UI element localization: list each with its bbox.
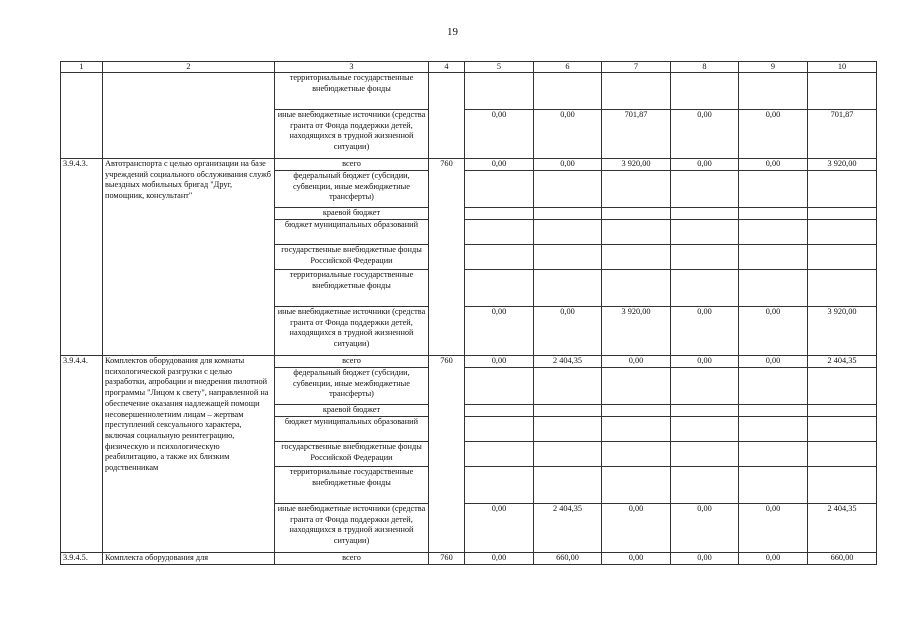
budget-code: 760 <box>429 356 465 553</box>
amount-cell: 2 404,35 <box>534 504 602 553</box>
column-number: 4 <box>429 62 465 73</box>
funding-source: бюджет муниципальных образований <box>275 417 429 442</box>
amount-cell <box>534 270 602 307</box>
funding-source: государственные внебюджетные фонды Российской Федерации <box>275 245 429 270</box>
funding-source: краевой бюджет <box>275 208 429 220</box>
amount-cell <box>465 245 534 270</box>
amount-cell <box>671 270 739 307</box>
amount-cell <box>534 417 602 442</box>
amount-cell <box>602 220 671 245</box>
funding-source: иные внебюджетные источники (средства гранта от Фонда поддержки детей, находящихся в трудной жизненной ситуации) <box>275 307 429 356</box>
funding-source: государственные внебюджетные фонды Российской Федерации <box>275 442 429 467</box>
amount-cell <box>602 245 671 270</box>
funding-source: федеральный бюджет (субсидии, субвенции, иные межбюджетные трансферты) <box>275 368 429 405</box>
amount-cell: 2 404,35 <box>534 356 602 368</box>
amount-cell <box>808 368 877 405</box>
amount-cell: 0,00 <box>671 356 739 368</box>
amount-cell <box>671 417 739 442</box>
column-number: 3 <box>275 62 429 73</box>
amount-cell <box>739 405 808 417</box>
funding-source: иные внебюджетные источники (средства гранта от Фонда поддержки детей, находящихся в трудной жизненной ситуации) <box>275 110 429 159</box>
amount-cell <box>465 405 534 417</box>
funding-source: всего <box>275 159 429 171</box>
amount-cell: 2 404,35 <box>808 356 877 368</box>
amount-cell <box>602 417 671 442</box>
amount-cell: 0,00 <box>602 553 671 565</box>
column-number: 8 <box>671 62 739 73</box>
amount-cell <box>465 417 534 442</box>
amount-cell: 0,00 <box>739 159 808 171</box>
amount-cell: 0,00 <box>671 110 739 159</box>
amount-cell <box>671 171 739 208</box>
amount-cell <box>739 442 808 467</box>
table-row <box>61 356 877 368</box>
amount-cell <box>534 171 602 208</box>
amount-cell: 0,00 <box>671 307 739 356</box>
funding-source: краевой бюджет <box>275 405 429 417</box>
budget-code: 760 <box>429 553 465 565</box>
amount-cell: 0,00 <box>465 307 534 356</box>
page-number: 19 <box>447 26 458 38</box>
amount-cell <box>808 208 877 220</box>
amount-cell: 0,00 <box>534 110 602 159</box>
item-code: 3.9.4.5. <box>61 553 103 565</box>
table-row <box>61 553 877 565</box>
amount-cell <box>602 208 671 220</box>
amount-cell: 0,00 <box>739 504 808 553</box>
amount-cell <box>808 171 877 208</box>
funding-source: территориальные государственные внебюджетные фонды <box>275 270 429 307</box>
column-number: 10 <box>808 62 877 73</box>
budget-code: 760 <box>429 159 465 356</box>
amount-cell <box>534 73 602 110</box>
amount-cell: 660,00 <box>534 553 602 565</box>
amount-cell <box>465 220 534 245</box>
amount-cell <box>671 368 739 405</box>
amount-cell: 0,00 <box>534 159 602 171</box>
amount-cell <box>534 245 602 270</box>
amount-cell <box>534 220 602 245</box>
item-name: Комплектов оборудования для комнаты психологической разгрузки с целью разработки, апробации и внедрения пилотной программы "Лицом к свету", направленной на обеспечение оказания надлежащей помощи несовершеннолетним лицам – жертвам преступлений сексуального характера, включая социальную реинтеграцию, физическую и психологическую реабилитацию, а также их близким родственникам <box>103 356 275 553</box>
amount-cell <box>465 442 534 467</box>
amount-cell <box>739 368 808 405</box>
amount-cell: 0,00 <box>602 504 671 553</box>
item-code <box>61 73 103 159</box>
amount-cell <box>671 405 739 417</box>
amount-cell: 3 920,00 <box>602 159 671 171</box>
amount-cell <box>808 245 877 270</box>
budget-code <box>429 73 465 159</box>
amount-cell <box>808 467 877 504</box>
amount-cell <box>739 417 808 442</box>
amount-cell <box>671 467 739 504</box>
amount-cell <box>808 220 877 245</box>
column-number: 6 <box>534 62 602 73</box>
item-name: Автотранспорта с целью организации на базе учреждений социального обслуживания служб выездных мобильных бригад "Друг, помощник, консультант" <box>103 159 275 356</box>
amount-cell <box>739 220 808 245</box>
amount-cell <box>465 368 534 405</box>
amount-cell <box>602 270 671 307</box>
amount-cell: 701,87 <box>808 110 877 159</box>
budget-table <box>60 61 877 565</box>
item-name: Комплекта оборудования для <box>103 553 275 565</box>
funding-source: федеральный бюджет (субсидии, субвенции, иные межбюджетные трансферты) <box>275 171 429 208</box>
item-code: 3.9.4.4. <box>61 356 103 553</box>
amount-cell <box>534 368 602 405</box>
amount-cell <box>534 467 602 504</box>
amount-cell <box>671 208 739 220</box>
funding-source: иные внебюджетные источники (средства гранта от Фонда поддержки детей, находящихся в трудной жизненной ситуации) <box>275 504 429 553</box>
amount-cell <box>739 73 808 110</box>
amount-cell: 0,00 <box>534 307 602 356</box>
amount-cell: 3 920,00 <box>602 307 671 356</box>
column-number: 7 <box>602 62 671 73</box>
amount-cell: 660,00 <box>808 553 877 565</box>
table-row <box>61 73 877 110</box>
amount-cell: 0,00 <box>671 504 739 553</box>
amount-cell <box>739 270 808 307</box>
amount-cell <box>465 270 534 307</box>
amount-cell: 3 920,00 <box>808 159 877 171</box>
amount-cell: 701,87 <box>602 110 671 159</box>
amount-cell <box>671 245 739 270</box>
amount-cell <box>739 208 808 220</box>
amount-cell: 3 920,00 <box>808 307 877 356</box>
amount-cell <box>808 73 877 110</box>
amount-cell <box>465 467 534 504</box>
amount-cell: 0,00 <box>465 504 534 553</box>
amount-cell: 0,00 <box>465 356 534 368</box>
amount-cell <box>739 171 808 208</box>
amount-cell <box>671 220 739 245</box>
amount-cell: 0,00 <box>739 110 808 159</box>
amount-cell: 0,00 <box>739 553 808 565</box>
amount-cell <box>602 368 671 405</box>
amount-cell <box>739 467 808 504</box>
amount-cell: 0,00 <box>739 356 808 368</box>
amount-cell <box>602 442 671 467</box>
amount-cell <box>602 171 671 208</box>
amount-cell: 0,00 <box>671 553 739 565</box>
column-number-row <box>61 62 877 73</box>
item-name <box>103 73 275 159</box>
funding-source: территориальные государственные внебюджетные фонды <box>275 467 429 504</box>
column-number: 5 <box>465 62 534 73</box>
amount-cell <box>739 245 808 270</box>
amount-cell: 0,00 <box>465 159 534 171</box>
amount-cell <box>602 467 671 504</box>
amount-cell <box>808 442 877 467</box>
amount-cell <box>534 442 602 467</box>
amount-cell <box>465 171 534 208</box>
amount-cell: 2 404,35 <box>808 504 877 553</box>
amount-cell: 0,00 <box>671 159 739 171</box>
amount-cell <box>671 73 739 110</box>
amount-cell: 0,00 <box>602 356 671 368</box>
column-number: 1 <box>61 62 103 73</box>
funding-source: всего <box>275 356 429 368</box>
item-code: 3.9.4.3. <box>61 159 103 356</box>
amount-cell <box>602 405 671 417</box>
amount-cell <box>808 405 877 417</box>
column-number: 9 <box>739 62 808 73</box>
table-row <box>61 159 877 171</box>
amount-cell: 0,00 <box>465 553 534 565</box>
amount-cell <box>808 270 877 307</box>
amount-cell <box>671 442 739 467</box>
funding-source: всего <box>275 553 429 565</box>
amount-cell <box>534 405 602 417</box>
funding-source: территориальные государственные внебюджетные фонды <box>275 73 429 110</box>
amount-cell <box>602 73 671 110</box>
amount-cell: 0,00 <box>465 110 534 159</box>
amount-cell <box>534 208 602 220</box>
amount-cell <box>465 73 534 110</box>
amount-cell <box>808 417 877 442</box>
amount-cell: 0,00 <box>739 307 808 356</box>
funding-source: бюджет муниципальных образований <box>275 220 429 245</box>
amount-cell <box>465 208 534 220</box>
column-number: 2 <box>103 62 275 73</box>
